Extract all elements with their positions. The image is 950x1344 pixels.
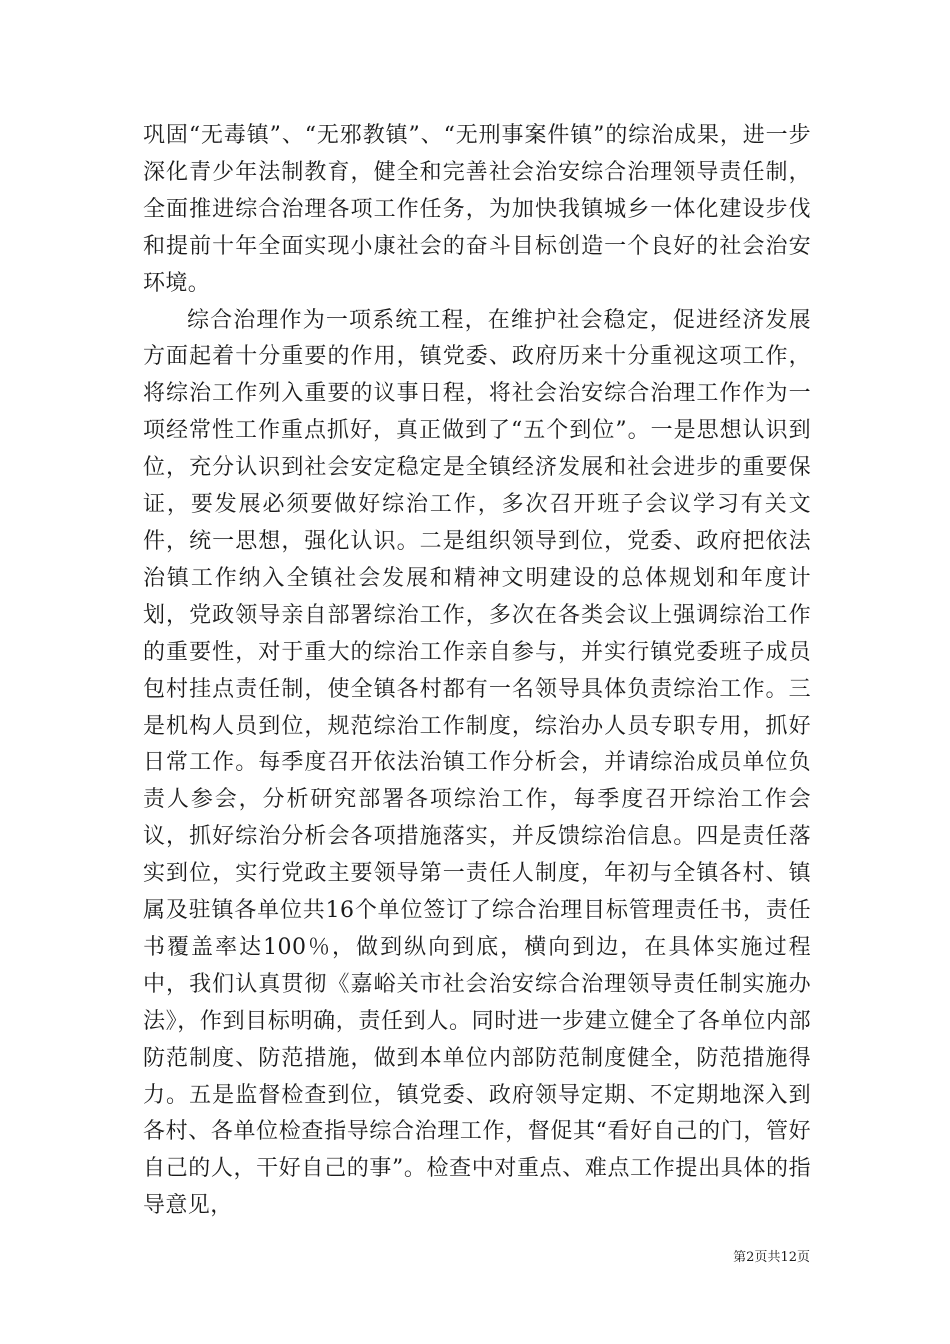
page-number-footer: 第2页共12页: [733, 1250, 810, 1265]
body-text: [143, 118, 811, 1225]
paragraph-continuation: 巩固“无毒镇”、“无邪教镇”、“无刑事案件镇”的综治成果，进一步深化青少年法制教育，健全和完善社会治安综合治理领导责任制，全面推进综合治理各项工作任务，为加快我镇城乡一体化建设步伐和提前十年全面实现小康社会的奋斗目标创造一个良好的社会治安环境。: [143, 123, 811, 296]
paragraph-comprehensive-governance: 综合治理作为一项系统工程，在维护社会稳定，促进经济发展方面起着十分重要的作用，镇党委、政府历来十分重视这项工作，将综治工作列入重要的议事日程，将社会治安综合治理工作作为一项经常性工作重点抓好，真正做到了“五个到位”。一是思想认识到位，充分认识到社会安定稳定是全镇经济发展和社会进步的重要保证，要发展必须要做好综治工作，多次召开班子会议学习有关文件，统一思想，强化认识。二是组织领导到位，党委、政府把依法治镇工作纳入全镇社会发展和精神文明建设的总体规划和年度计划，党政领导亲自部署综治工作，多次在各类会议上强调综治工作的重要性，对于重大的综治工作亲自参与，并实行镇党委班子成员包村挂点责任制，使全镇各村都有一名领导具体负责综治工作。三是机构人员到位，规范综治工作制度，综治办人员专职专用，抓好日常工作。每季度召开依法治镇工作分析会，并请综治成员单位负责人参会，分析研究部署各项综治工作，每季度召开综治工作会议，抓好综治分析会各项措施落实，并反馈综治信息。四是责任落实到位，实行党政主要领导第一责任人制度，年初与全镇各村、镇属及驻镇各单位共16个单位签订了综合治理目标管理责任书，责任书覆盖率达100％，做到纵向到底，横向到边，在具体实施过程中，我们认真贯彻《嘉峪关市社会治安综合治理领导责任制实施办法》，作到目标明确，责任到人。同时进一步建立健全了各单位内部防范制度、防范措施，做到本单位内部防范制度健全，防范措施得力。五是监督检查到位，镇党委、政府领导定期、不定期地深入到各村、各单位检查指导综合治理工作，督促其“看好自己的门，管好自己的人，干好自己的事”。检查中对重点、难点工作提出具体的指导意见，: [143, 307, 811, 1219]
